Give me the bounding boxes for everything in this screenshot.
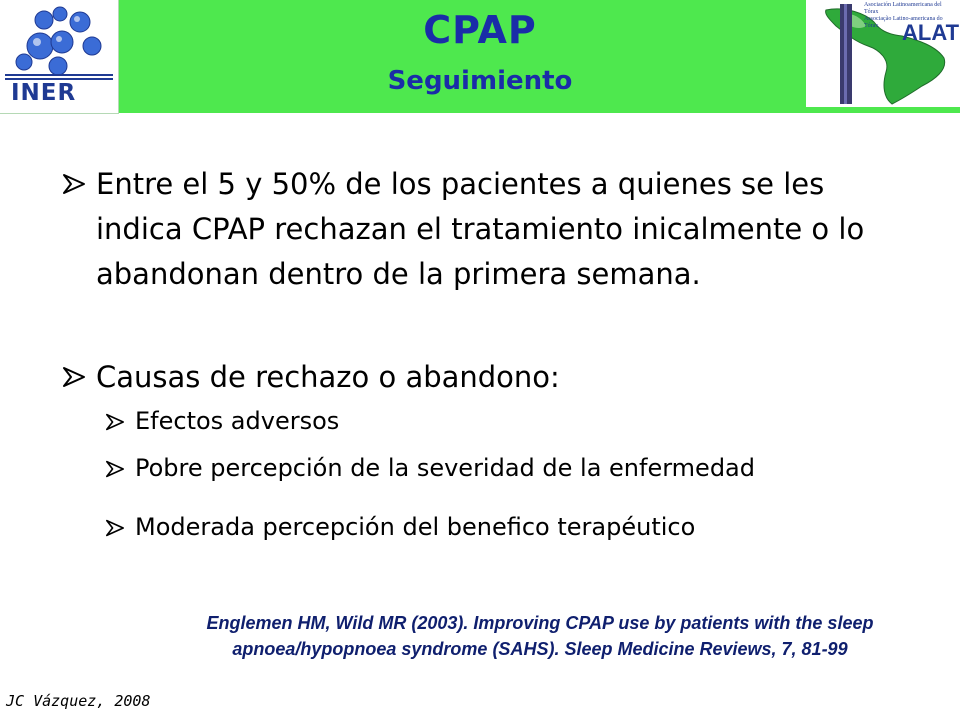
- bullet-text: Entre el 5 y 50% de los pacientes a quienes se les indica CPAP rechazan el tratamiento inicalmente o lo abandonan dentro de la primera semana.: [96, 167, 865, 291]
- bullet-item: [62, 162, 912, 297]
- alat-logo: [806, 0, 960, 107]
- iner-logo-text: INER: [11, 80, 77, 106]
- iner-molecule-icon: [0, 0, 118, 80]
- alat-org-name-pt: Associação Latino-americana do Tórax: [864, 16, 943, 29]
- alat-logo-text: ALAT: [902, 20, 960, 45]
- subbullet-text: Moderada percepción del benefico terapéutico: [135, 513, 696, 541]
- reference-line: Englemen HM, Wild MR (2003). Improving CPAP use by patients with the sleep: [206, 613, 874, 633]
- alat-org-name-es: Asociación Latinoamericana del Tórax: [864, 2, 942, 15]
- subbullet-item: [105, 511, 925, 543]
- iner-logo: [0, 0, 119, 114]
- author-footer: JC Vázquez, 2008: [6, 692, 151, 710]
- arrow-bullet-icon: [105, 519, 125, 537]
- bullet-text: Causas de rechazo o abandono:: [96, 360, 560, 394]
- page-title: CPAP: [423, 8, 537, 52]
- subbullet-text: Pobre percepción de la severidad de la enfermedad: [135, 454, 755, 482]
- page-subtitle: Seguimiento: [387, 66, 573, 96]
- arrow-bullet-icon: [105, 460, 125, 478]
- arrow-bullet-icon: [62, 366, 86, 388]
- subbullet-text: Efectos adversos: [135, 407, 340, 435]
- subbullet-item: [105, 405, 925, 437]
- subbullet-item: [105, 452, 925, 484]
- bullet-item: [62, 355, 912, 400]
- arrow-bullet-icon: [105, 413, 125, 431]
- reference-line: apnoea/hypopnoea syndrome (SAHS). Sleep Medicine Reviews, 7, 81-99: [232, 639, 848, 659]
- reference-citation: [130, 610, 950, 662]
- arrow-bullet-icon: [62, 173, 86, 195]
